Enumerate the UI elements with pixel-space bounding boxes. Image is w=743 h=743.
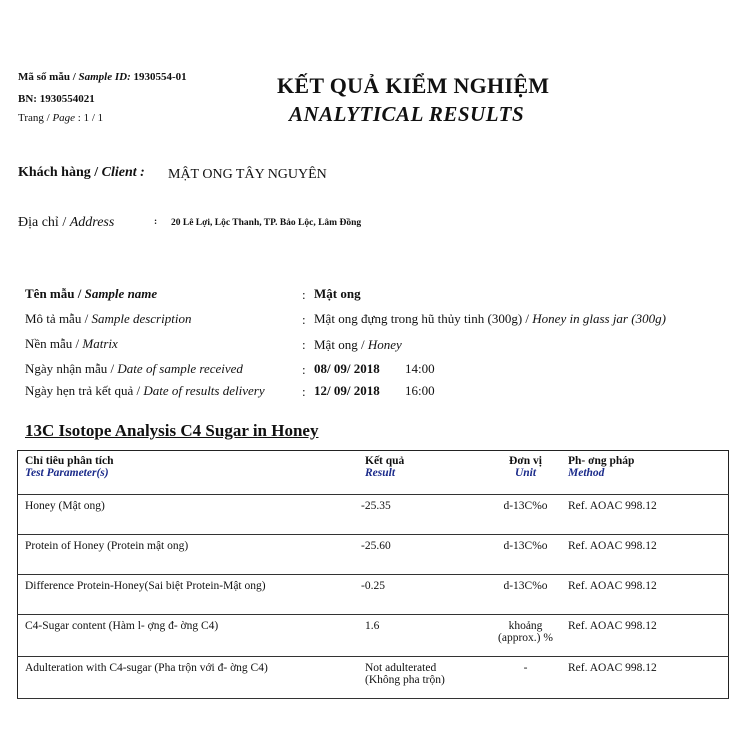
sample-name-value: Mật ong — [314, 286, 361, 301]
row-unit: d-13C%o — [483, 495, 568, 535]
sample-id-label: Mã số mẫu / — [18, 71, 79, 83]
sample-desc-label-vn: Mô tả mẫu / — [25, 311, 92, 326]
table-row — [18, 575, 729, 615]
sample-id-label-en: Sample ID: — [78, 71, 131, 83]
row-param: Protein of Honey (Protein mật ong) — [18, 535, 346, 575]
sample-id-value: 1930554-01 — [133, 71, 187, 83]
row-result: -25.60 — [345, 535, 483, 575]
page-line — [18, 112, 103, 124]
header-unit-en: Unit — [514, 467, 537, 479]
table-row — [18, 657, 729, 699]
client-value: MẬT ONG TÂY NGUYÊN — [168, 167, 327, 182]
row-result-line1: Not adulterated — [365, 662, 437, 674]
sample-name-colon: : — [302, 287, 306, 302]
page-value: : 1 / 1 — [77, 112, 104, 124]
page-label-en: Page — [52, 112, 76, 124]
address-colon: : — [154, 217, 158, 227]
header-unit-vn: Đơn vị — [509, 455, 542, 467]
table-row — [18, 535, 729, 575]
matrix-label-vn: Nền mẫu / — [25, 336, 83, 351]
sample-desc-label — [25, 311, 191, 327]
sample-desc-value — [314, 311, 666, 327]
row-result: -0.25 — [345, 575, 483, 615]
page-title: KẾT QUẢ KIỂM NGHIỆM — [277, 73, 550, 98]
received-date-label-vn: Ngày nhận mẫu / — [25, 361, 118, 376]
table-row — [18, 615, 729, 657]
row-param: Honey (Mật ong) — [18, 495, 346, 535]
received-date-label — [25, 361, 243, 377]
sample-name-label-en: Sample name — [84, 286, 158, 301]
client-label-vn: Khách hàng / — [18, 165, 102, 180]
bn-line — [18, 93, 95, 105]
sample-desc-value-en: Honey in glass jar (300g) — [532, 311, 666, 326]
row-method: Ref. AOAC 998.12 — [568, 495, 729, 535]
header-method-vn: Ph- ơng pháp — [568, 455, 635, 467]
bn-value: 1930554021 — [39, 93, 95, 105]
sample-name-label — [25, 286, 157, 302]
delivery-date-label-vn: Ngày hẹn trả kết quả / — [25, 383, 144, 398]
row-param: Difference Protein-Honey(Sai biệt Protein-Mật ong) — [18, 575, 346, 615]
address-label — [18, 215, 114, 231]
page-subtitle: ANALYTICAL RESULTS — [289, 102, 525, 126]
delivery-date-colon: : — [302, 384, 306, 399]
received-date-colon: : — [302, 362, 306, 377]
address-label-vn: Địa chỉ / — [18, 215, 70, 230]
row-unit: - — [483, 657, 568, 699]
row-method: Ref. AOAC 998.12 — [568, 615, 729, 657]
sample-name-label-vn: Tên mẫu / — [25, 286, 85, 301]
address-value: 20 Lê Lợi, Lộc Thanh, TP. Bảo Lộc, Lâm Đồng — [171, 218, 362, 228]
header-method-en: Method — [568, 467, 605, 479]
sample-desc-colon: : — [302, 312, 306, 327]
bn-label: BN: — [18, 93, 37, 105]
row-unit-line2: (approx.) % — [498, 632, 553, 644]
row-result-line2: (Không pha trộn) — [365, 674, 445, 686]
table-row — [18, 495, 729, 535]
header-result — [345, 451, 483, 495]
row-method: Ref. AOAC 998.12 — [568, 535, 729, 575]
received-time-value: 14:00 — [405, 361, 435, 376]
matrix-label — [25, 336, 118, 352]
received-date-label-en: Date of sample received — [117, 361, 243, 376]
row-param: Adulteration with C4-sugar (Pha trộn với đ- ờng C4) — [18, 657, 346, 699]
row-unit: d-13C%o — [483, 535, 568, 575]
results-table — [17, 450, 729, 699]
sample-desc-label-en: Sample description — [91, 311, 192, 326]
row-result: -25.35 — [345, 495, 483, 535]
delivery-date-value: 12/ 09/ 2018 — [314, 383, 380, 398]
delivery-date-label-en: Date of results delivery — [143, 383, 265, 398]
matrix-value-en: Honey — [367, 337, 402, 352]
matrix-label-en: Matrix — [82, 336, 118, 351]
row-method: Ref. AOAC 998.12 — [568, 575, 729, 615]
sample-id-line — [18, 71, 187, 83]
delivery-time-value: 16:00 — [405, 383, 435, 398]
row-unit — [483, 615, 568, 657]
header-result-en: Result — [365, 467, 396, 479]
row-unit: d-13C%o — [483, 575, 568, 615]
row-unit-line1: khoảng — [508, 620, 543, 632]
matrix-value — [314, 337, 402, 353]
header-result-vn: Kết quả — [365, 455, 405, 467]
delivery-date-label — [25, 383, 265, 399]
matrix-colon: : — [302, 337, 306, 352]
section-title: 13C Isotope Analysis C4 Sugar in Honey — [25, 421, 319, 440]
row-method: Ref. AOAC 998.12 — [568, 657, 729, 699]
row-result: 1.6 — [345, 615, 483, 657]
header-test-parameter — [18, 451, 346, 495]
client-label — [18, 165, 145, 181]
address-label-en: Address — [69, 215, 115, 230]
client-label-en: Client : — [101, 165, 145, 180]
header-method — [568, 451, 729, 495]
matrix-value-vn: Mật ong / — [314, 337, 368, 352]
header-test-parameter-en: Test Parameter(s) — [25, 467, 109, 479]
table-header-row — [18, 451, 729, 495]
header-unit — [483, 451, 568, 495]
header-test-parameter-vn: Chỉ tiêu phân tích — [25, 455, 114, 467]
row-param: C4-Sugar content (Hàm l- ợng đ- ờng C4) — [18, 615, 346, 657]
row-result — [345, 657, 483, 699]
received-date-value: 08/ 09/ 2018 — [314, 361, 380, 376]
page-label: Trang / — [18, 112, 53, 124]
sample-desc-value-vn: Mật ong đựng trong hũ thủy tinh (300g) / — [314, 311, 533, 326]
